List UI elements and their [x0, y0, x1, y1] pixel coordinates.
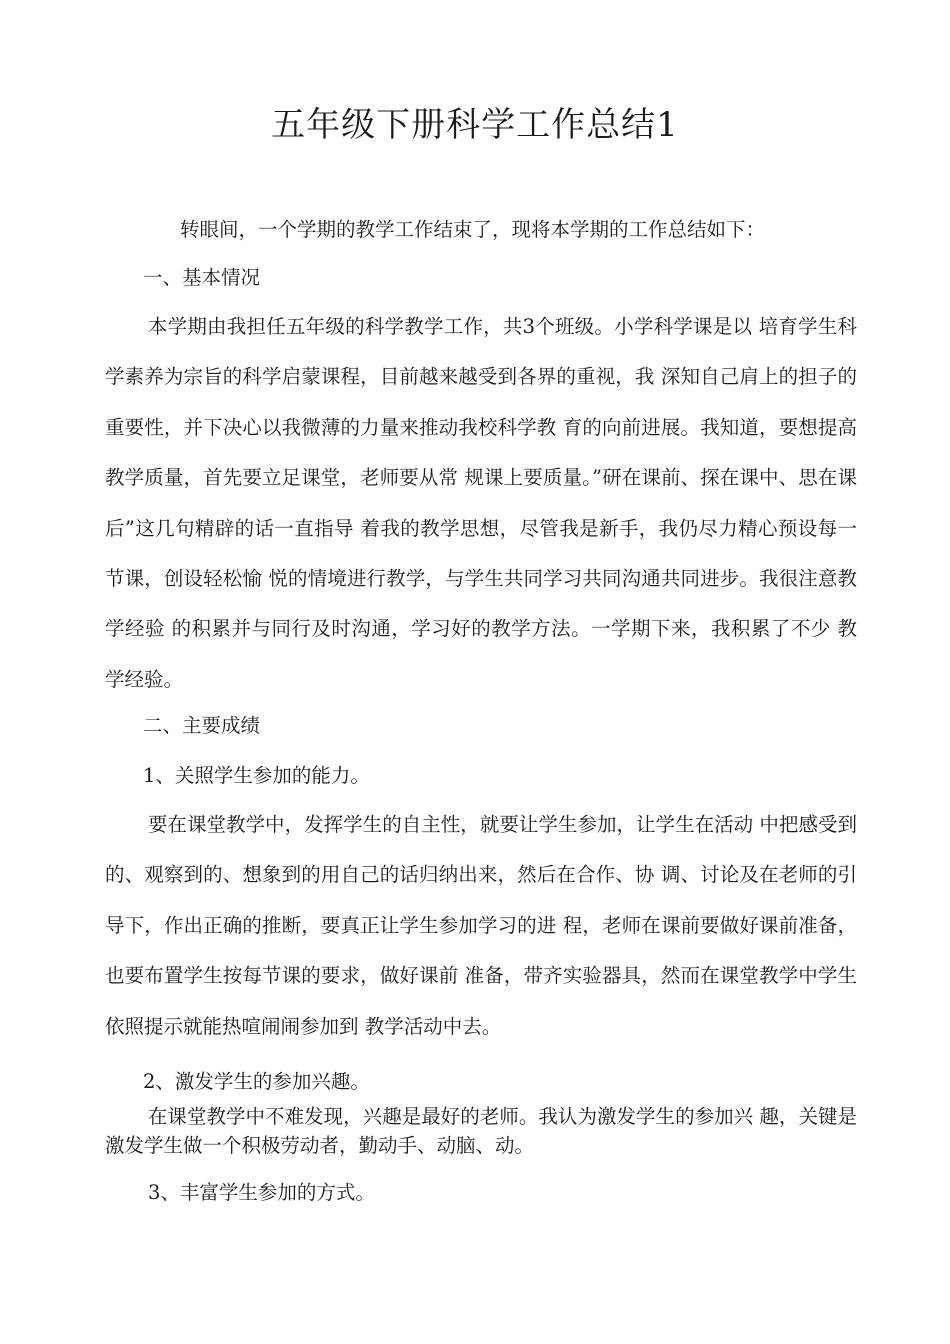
document-title: 五年级下册科学工作总结1 [271, 105, 679, 145]
intro-paragraph: 转眼间，一个学期的教学工作结束了，现将本学期的工作总结如下： [180, 218, 766, 241]
item-heading-1: 1、关照学生参加的能力。 [143, 764, 370, 787]
section-body-basic: 本学期由我担任五年级的科学教学工作，共3个班级。小学科学课是以 培育学生科学素养为宗旨的科学启蒙课程，目前越来越受到各界的重视，我 深知自己肩上的担子的重要性，并下决心以我微薄的力量来推动我校科学教 育的向前进展。我知道，要想提高教学质量，首先要立足课堂，老师要从常 规课上要质量。”研在课前、探在课中、思在课后”这几句精辟的话一直指导 着我的教学思想，尽管我是新手，我仍尽力精心预设每一节课，创设轻松愉 悦的情境进行教学，与学生共同学习共同沟通共同进步。我很注意教学经验 的积累并与同行及时沟通，学习好的教学方法。一学期下来，我积累了不少 教学经验。 [105, 315, 857, 691]
section-heading-basic: 一、基本情况 [143, 266, 261, 289]
section-heading-achievements: 二、主要成绩 [143, 714, 261, 737]
item-heading-2: 2、激发学生的参加兴趣。 [143, 1070, 370, 1093]
item-heading-3: 3、丰富学生参加的方式。 [148, 1181, 375, 1204]
item-body-2: 在课堂教学中不难发现，兴趣是最好的老师。我认为激发学生的参加兴 趣，关键是激发学生做一个积极劳动者，勤动手、动脑、动。 [105, 1105, 857, 1157]
item-body-1: 要在课堂教学中，发挥学生的自主性，就要让学生参加，让学生在活动 中把感受到的、观察到的、想象到的用自己的话归纳出来，然后在合作、协 调、讨论及在老师的引导下，作出正确的推断，要真正让学生参加学习的进 程，老师在课前要做好课前准备，也要布置学生按每节课的要求，做好课前 准备，带齐实验器具，然而在课堂教学中学生依照提示就能热喧闹闹参加到 教学活动中去。 [105, 813, 857, 1038]
